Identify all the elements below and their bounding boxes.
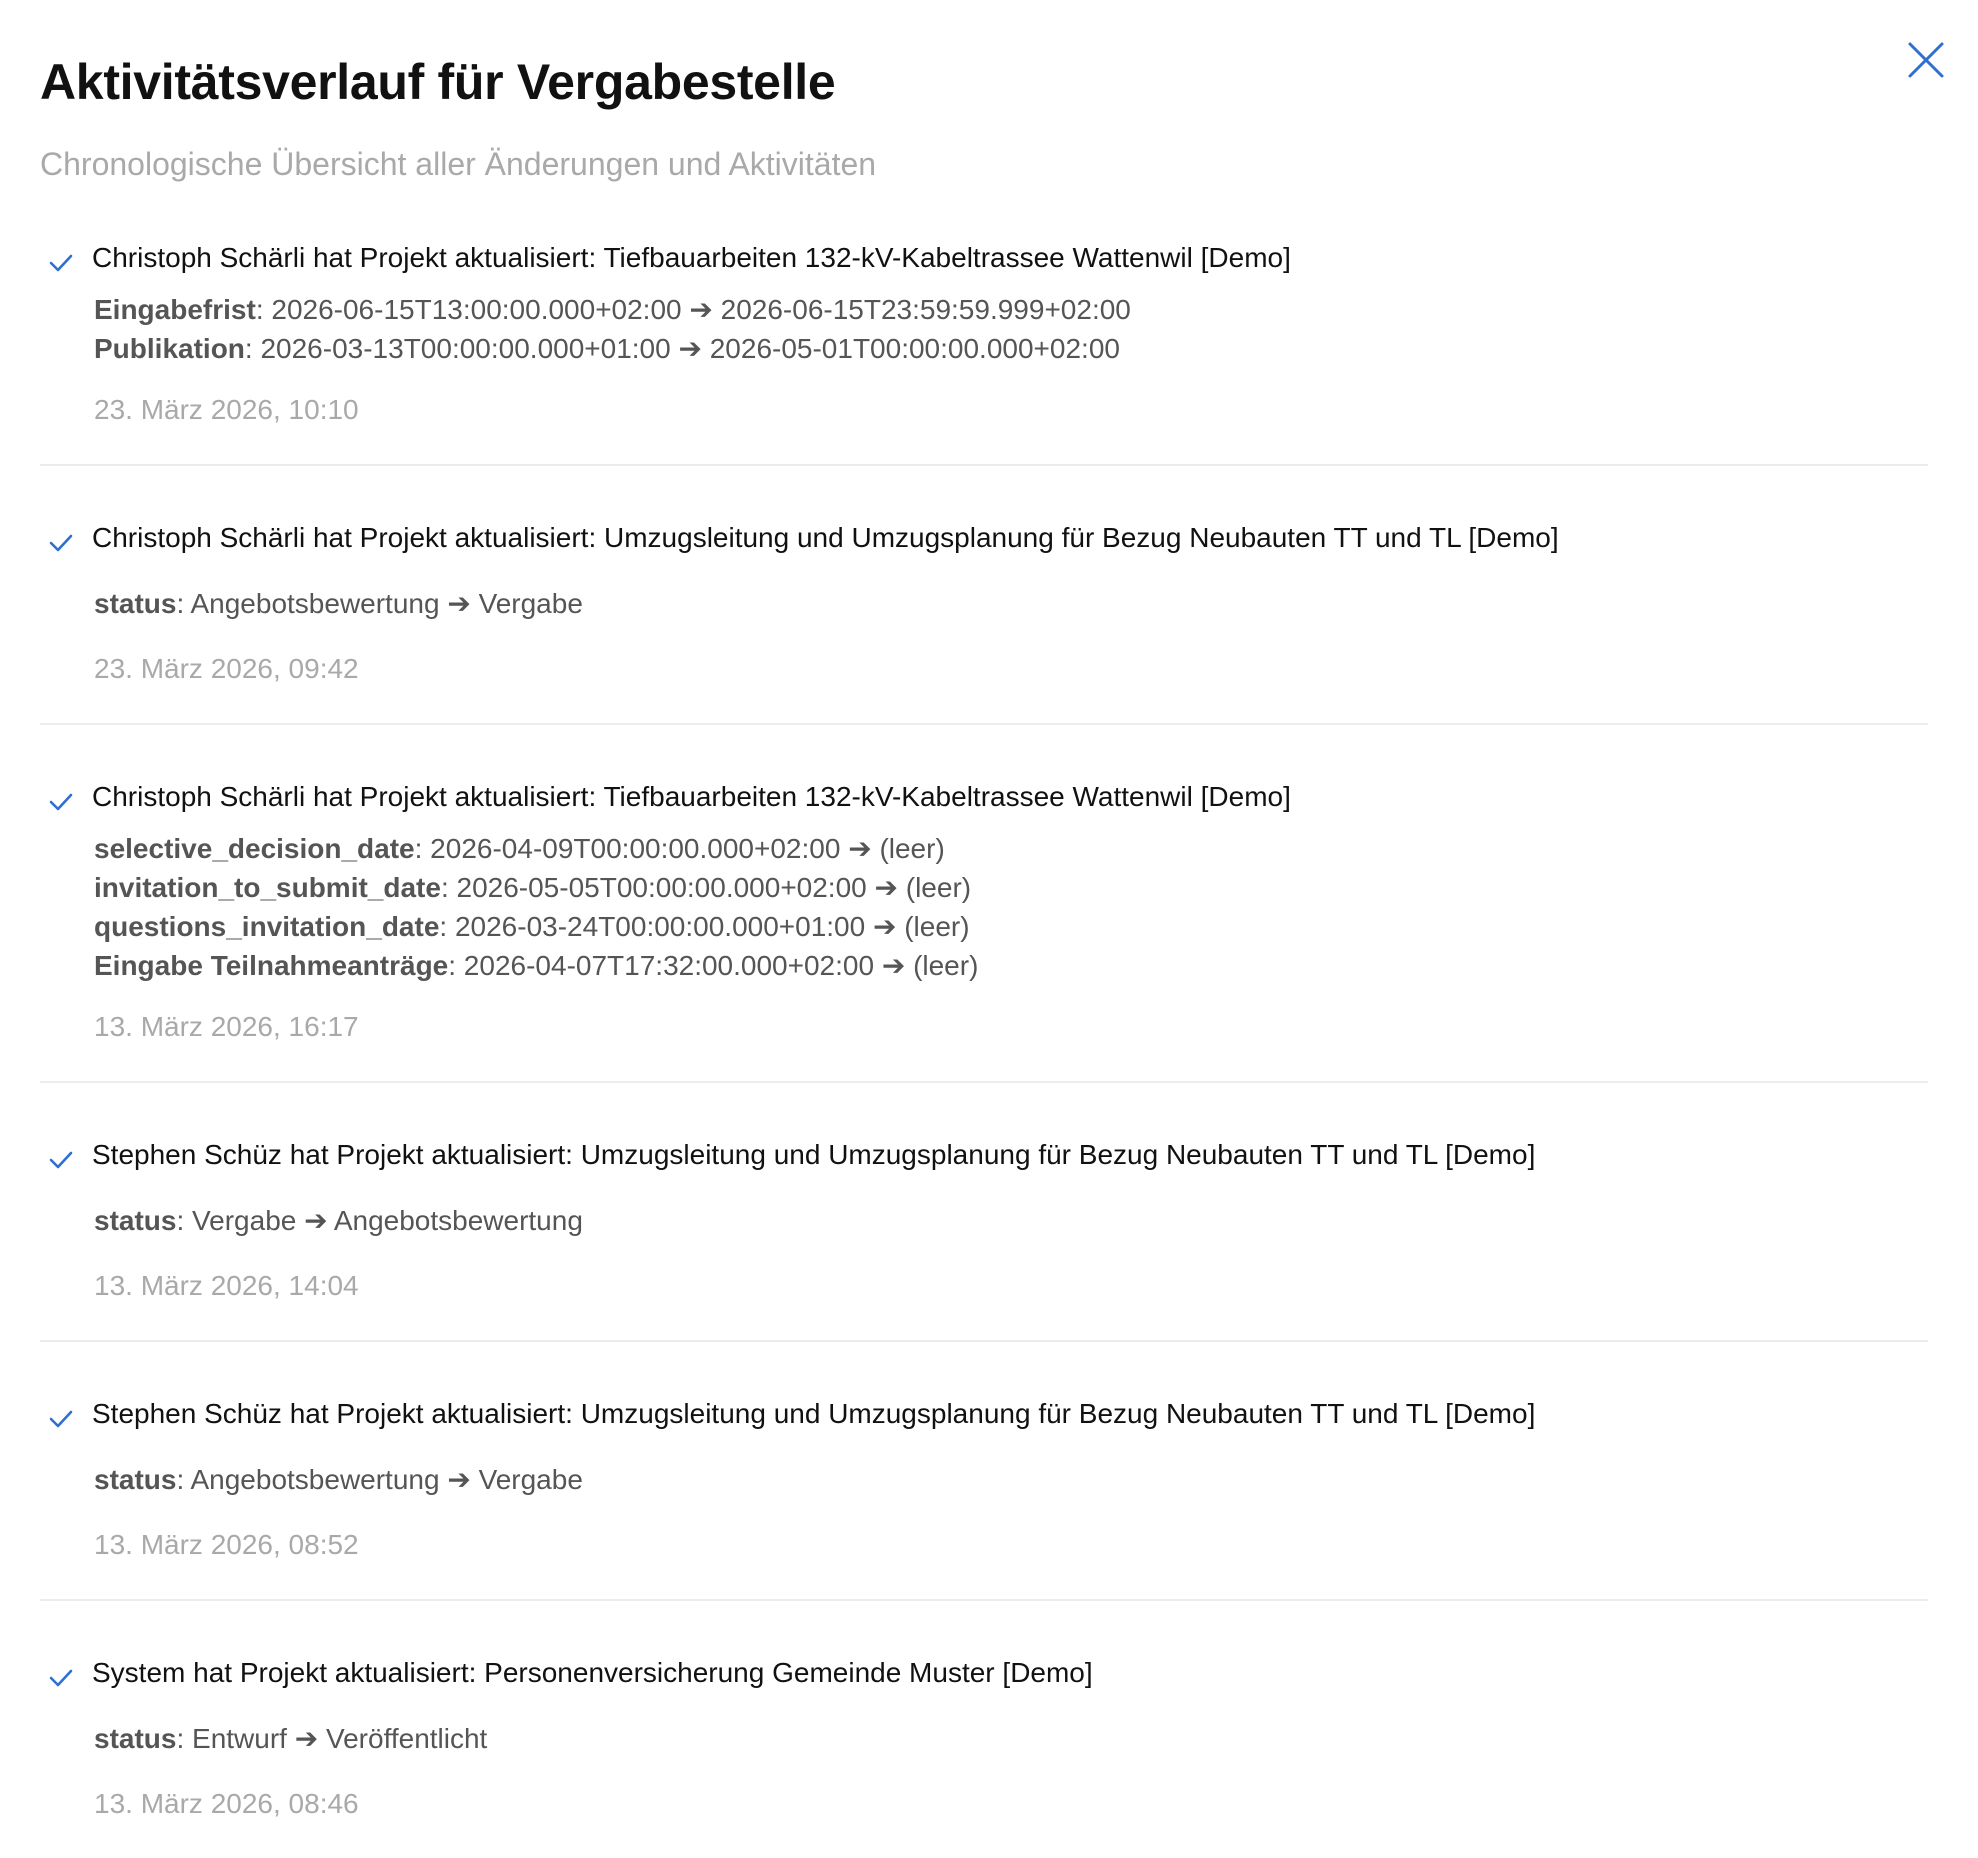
change-line — [94, 584, 1928, 623]
change-line — [94, 1719, 1928, 1758]
activity-item — [40, 777, 1928, 1083]
activity-item — [40, 518, 1928, 725]
close-button[interactable] — [1904, 38, 1948, 82]
change-line — [94, 290, 1928, 329]
check-icon — [44, 785, 78, 819]
activity-timestamp: 13. März 2026, 08:52 — [94, 1529, 359, 1560]
activity-item — [40, 238, 1928, 466]
activity-item — [40, 1653, 1928, 1858]
check-icon — [44, 246, 78, 280]
activity-head — [40, 777, 1928, 819]
activity-summary: Christoph Schärli hat Projekt aktualisiert: Umzugsleitung und Umzugsplanung für Bezug Neubauten TT und TL [Demo] — [92, 522, 1559, 553]
change-value: : 2026-03-24T00:00:00.000+01:00 ➔ (leer) — [439, 911, 970, 942]
activity-item — [40, 1135, 1928, 1342]
activity-head — [40, 238, 1928, 280]
change-value: : Vergabe ➔ Angebotsbewertung — [176, 1205, 583, 1236]
change-field: questions_invitation_date — [94, 911, 440, 942]
change-line — [94, 907, 1928, 946]
change-field: invitation_to_submit_date — [94, 872, 441, 903]
change-value: : 2026-06-15T13:00:00.000+02:00 ➔ 2026-06-15T23:59:59.999+02:00 — [255, 294, 1131, 325]
activity-list — [40, 238, 1928, 1858]
change-line — [94, 329, 1928, 368]
change-line — [94, 1460, 1928, 1499]
activity-head — [40, 1394, 1928, 1436]
change-line — [94, 868, 1928, 907]
change-field: Eingabefrist — [94, 294, 256, 325]
change-field: status — [94, 588, 177, 619]
check-icon — [44, 1143, 78, 1177]
change-field: Eingabe Teilnahmeanträge — [94, 950, 449, 981]
change-field: selective_decision_date — [94, 833, 415, 864]
check-icon — [44, 526, 78, 560]
activity-head — [40, 1653, 1928, 1695]
change-list — [94, 1201, 1928, 1240]
activity-timestamp: 13. März 2026, 14:04 — [94, 1270, 359, 1301]
change-list — [94, 1719, 1928, 1758]
page-title: Aktivitätsverlauf für Vergabestelle — [40, 54, 836, 110]
activity-timestamp: 23. März 2026, 10:10 — [94, 394, 359, 425]
change-value: : Entwurf ➔ Veröffentlicht — [176, 1723, 488, 1754]
activity-timestamp: 13. März 2026, 08:46 — [94, 1788, 359, 1819]
page-subtitle: Chronologische Übersicht aller Änderungen und Aktivitäten — [40, 146, 877, 182]
close-icon[interactable] — [1906, 40, 1946, 80]
activity-summary: Christoph Schärli hat Projekt aktualisiert: Tiefbauarbeiten 132-kV-Kabeltrassee Wattenwil [Demo] — [92, 242, 1291, 273]
change-value: : 2026-03-13T00:00:00.000+01:00 ➔ 2026-05-01T00:00:00.000+02:00 — [244, 333, 1120, 364]
change-field: status — [94, 1464, 177, 1495]
change-list — [94, 290, 1928, 368]
change-line — [94, 829, 1928, 868]
activity-timestamp: 13. März 2026, 16:17 — [94, 1011, 359, 1042]
change-value: : 2026-04-09T00:00:00.000+02:00 ➔ (leer) — [414, 833, 945, 864]
activity-summary: Stephen Schüz hat Projekt aktualisiert: Umzugsleitung und Umzugsplanung für Bezug Neubauten TT und TL [Demo] — [92, 1398, 1536, 1429]
change-value: : Angebotsbewertung ➔ Vergabe — [176, 588, 583, 619]
check-icon — [44, 1661, 78, 1695]
change-field: Publikation — [94, 333, 245, 364]
activity-head — [40, 1135, 1928, 1177]
change-field: status — [94, 1205, 177, 1236]
change-field: status — [94, 1723, 177, 1754]
change-list — [94, 584, 1928, 623]
change-list — [94, 1460, 1928, 1499]
change-line — [94, 1201, 1928, 1240]
activity-head — [40, 518, 1928, 560]
activity-summary: Stephen Schüz hat Projekt aktualisiert: Umzugsleitung und Umzugsplanung für Bezug Neubauten TT und TL [Demo] — [92, 1139, 1536, 1170]
activity-summary: System hat Projekt aktualisiert: Personenversicherung Gemeinde Muster [Demo] — [92, 1657, 1093, 1688]
activity-item — [40, 1394, 1928, 1601]
activity-timestamp: 23. März 2026, 09:42 — [94, 653, 359, 684]
change-list — [94, 829, 1928, 985]
change-line — [94, 946, 1928, 985]
change-value: : Angebotsbewertung ➔ Vergabe — [176, 1464, 583, 1495]
activity-summary: Christoph Schärli hat Projekt aktualisiert: Tiefbauarbeiten 132-kV-Kabeltrassee Wattenwil [Demo] — [92, 781, 1291, 812]
check-icon — [44, 1402, 78, 1436]
change-value: : 2026-04-07T17:32:00.000+02:00 ➔ (leer) — [448, 950, 979, 981]
change-value: : 2026-05-05T00:00:00.000+02:00 ➔ (leer) — [440, 872, 972, 903]
